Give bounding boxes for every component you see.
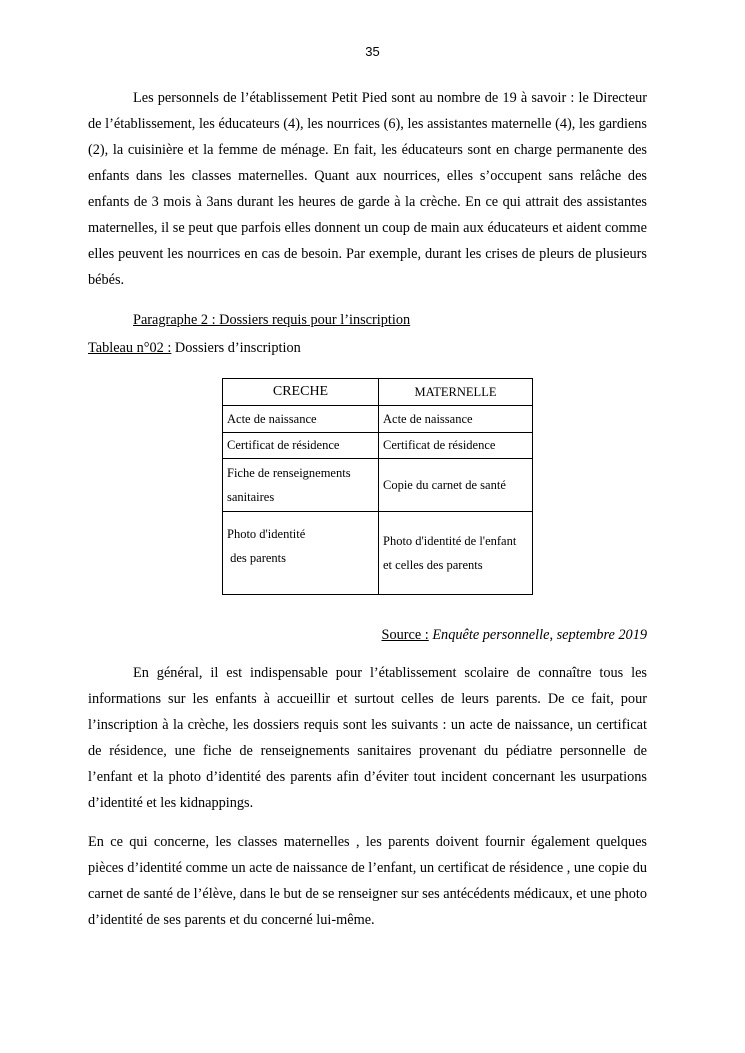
cell-creche: Certificat de résidence [223, 433, 379, 459]
table-caption-label: Tableau n°02 : [88, 340, 172, 356]
page-number: 35 [365, 44, 380, 59]
cell-creche: Fiche de renseignements sanitaires [223, 459, 379, 512]
table-caption-title: Dossiers d’inscription [171, 340, 301, 356]
paragraph-creche-requirements: En général, il est indispensable pour l’établissement scolaire de connaître tous les informations sur les enfants à accueillir et surtout celles de leurs parents. De ce fait, pour l’inscription à la crèche, les dossiers requis sont les suivants : un acte de naissance, un certificat de résidence, une fiche de renseignements sanitaires provenant du pédiatre personnelle de l’enfant et la photo d’identité des parents afin d’éviter tout incident concernant les usurpations d’identité et les kidnappings. [88, 665, 647, 811]
header-maternelle: MATERNELLE [379, 379, 533, 406]
cell-creche: Acte de naissance [223, 406, 379, 433]
table-row [223, 512, 533, 595]
cell-creche-line2: des parents [227, 551, 287, 565]
header-creche: CRECHE [223, 379, 379, 406]
table-row [223, 406, 533, 433]
cell-creche-line1: Photo d'identité [227, 527, 306, 541]
table-source [88, 622, 647, 648]
cell-maternelle: Acte de naissance [379, 406, 533, 433]
cell-maternelle: Photo d'identité de l'enfant et celles des parents [379, 512, 533, 595]
cell-maternelle: Certificat de résidence [379, 433, 533, 459]
table-header-row [223, 379, 533, 406]
cell-maternelle: Copie du carnet de santé [379, 459, 533, 512]
cell-creche [223, 512, 379, 595]
table-row [223, 459, 533, 512]
registration-documents-table [222, 378, 533, 595]
paragraph-staff: Les personnels de l’établissement Petit Pied sont au nombre de 19 à savoir : le Directeur de l’établissement, les éducateurs (4), les nourrices (6), les assistantes maternelle (4), les gardiens (2), la cuisinière et la femme de ménage. En fait, les éducateurs sont en charge permanente des enfants dans les classes maternelles. Quant aux nourrices, elles s’occupent sans relâche des enfants de 3 mois à 3ans durant les heures de garde à la crèche. En ce qui attrait des assistantes maternelles, il se peut que parfois elles donnent un coup de main aux éducateurs et aident comme elles peuvent les nourrices en cas de besoin. Par exemple, durant les crises de pleurs de plusieurs bébés. [88, 90, 647, 288]
source-label: Source : [381, 627, 429, 643]
section-heading: Paragraphe 2 : Dossiers requis pour l’inscription [133, 312, 411, 328]
source-text: Enquête personnelle, septembre 2019 [428, 627, 647, 643]
paragraph-maternelle-requirements: En ce qui concerne, les classes maternelles , les parents doivent fournir également quelques pièces d’identité comme un acte de naissance de l’enfant, un certificat de résidence , une copie du carnet de santé de l’élève, dans le but de se renseigner sur ses antécédents médicaux, et une photo d’identité de ses parents et du concerné lui-même. [88, 834, 647, 928]
table-row [223, 433, 533, 459]
table-caption [88, 335, 647, 361]
